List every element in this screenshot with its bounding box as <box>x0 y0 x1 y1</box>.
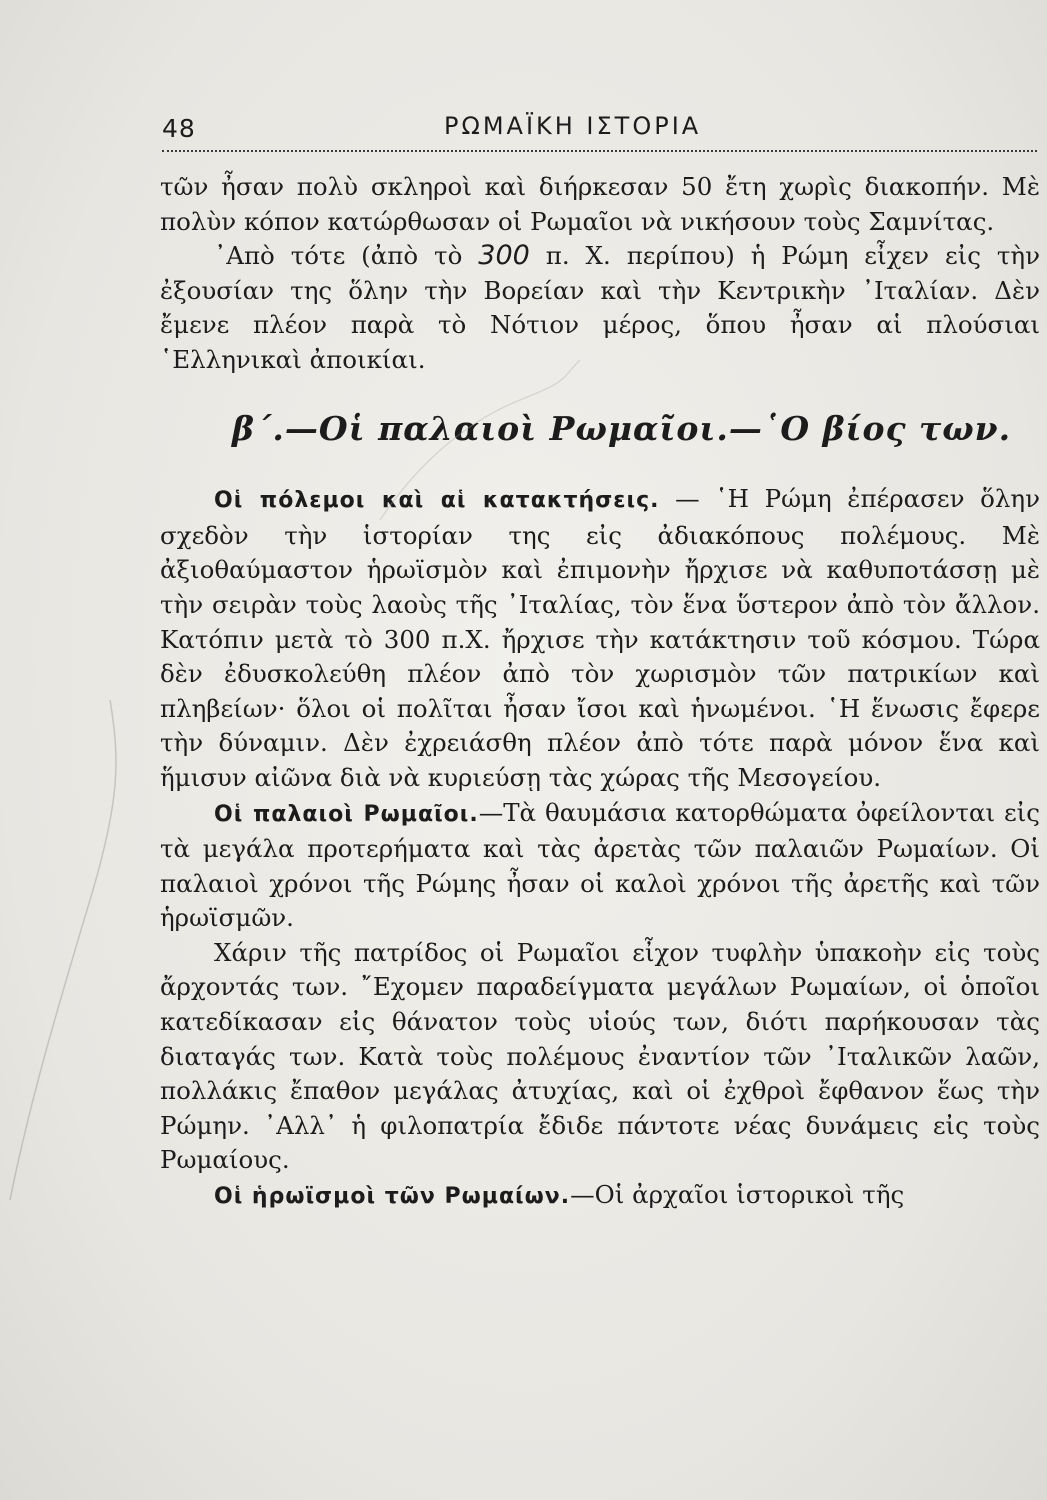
paragraph-wars-text: — ῾Η Ρώμη ἐπέρασεν ὅλην σχεδὸν τὴν ἱστορίαν της εἰς ἀδιακόπους πολέμους. Μὲ ἀξιοθαύμαστον ἡρωϊσμὸν καὶ ἐπιμονὴν ἤρχισε νὰ καθυποτάσσῃ μὲ τὴν σειρὰν τοὺς λαοὺς τῆς ᾿Ιταλίας, τὸν ἕνα ὕστερον ἀπὸ τὸν ἄλλον. Κατόπιν μετὰ τὸ 300 π.Χ. ἤρχισε τὴν κατάκτησιν τοῦ κόσμου. Τώρα δὲν ἐδυσκολεύθη πλέον ἀπὸ τὸν χωρισμὸν τῶν πατρικίων καὶ πληβείων· ὅλοι οἱ πολῖται ἦσαν ἴσοι καὶ ἡνωμένοι. ῾Η ἕνωσις ἔφερε τὴν δύναμιν. Δὲν ἐχρειάσθη πλέον ἀπὸ τότε παρὰ μόνον ἕνα καὶ ἥμισυν αἰῶνα διὰ νὰ κυριεύσῃ τὰς χώρας τῆς Μεσογείου. <box>160 484 1040 792</box>
running-title: ΡΩΜΑΪΚΗ ΙΣΤΟΡΙΑ <box>444 112 702 140</box>
paragraph-old-romans <box>160 796 1040 936</box>
year-number: 300 <box>478 240 530 272</box>
paragraph-1: τῶν ἦσαν πολὺ σκληροὶ καὶ διήρκεσαν 50 ἔτη χωρὶς διακοπήν. Μὲ πολὺν κόπον κατώρθωσαν οἱ Ρωμαῖοι νὰ νικήσουν τοὺς Σαμνίτας. <box>160 172 1040 236</box>
run-in-heading-wars: Οἱ πόλεμοι καὶ αἱ κατακτήσεις. <box>214 488 660 514</box>
paragraph-wars <box>160 482 1040 795</box>
paragraph-heroisms <box>160 1178 1040 1215</box>
run-in-heading-heroisms: Οἱ ἡρωϊσμοὶ τῶν Ρωμαίων. <box>214 1184 571 1210</box>
section-heading: β΄.—Οἱ παλαιοὶ Ρωμαῖοι.—῾Ο βίος των. <box>232 408 1012 448</box>
header-rule <box>162 150 1037 152</box>
body-text <box>160 170 1040 1215</box>
paragraph-fatherland: Χάριν τῆς πατρίδος οἱ Ρωμαῖοι εἶχον τυφλὴν ὑπακοὴν εἰς τοὺς ἄρχοντάς των. ῎Εχομεν παραδείγματα μεγάλων Ρωμαίων, οἱ ὁποῖοι κατεδίκασαν εἰς θάνατον τοὺς υἱούς των, διότι παρήκουσαν τὰς διαταγάς των. Κατὰ τοὺς πολέμους ἐναντίον τῶν ᾿Ιταλικῶν λαῶν, πολλάκις ἔπαθον μεγάλας ἀτυχίας, καὶ οἱ ἐχθροὶ ἔφθανον ἕως τὴν Ρώμην. ᾿Αλλ᾿ ἡ φιλοπατρία ἔδιδε πάντοτε νέας δυνάμεις εἰς τοὺς Ρωμαίους. <box>160 937 1040 1175</box>
paragraph-2-start: ᾿Απὸ τότε (ἀπὸ τὸ <box>214 241 479 271</box>
page-header <box>162 108 1037 148</box>
paragraph-2-rest: π. Χ. περίπου) ἡ Ρώμη εἶχεν εἰς τὴν ἐξουσίαν της ὅλην τὴν Βορείαν καὶ τὴν Κεντρικὴν ᾿Ιταλίαν. Δὲν ἔμενε πλέον παρὰ τὸ Νότιον μέρος, ὅπου ἦσαν αἱ πλούσιαι ῾Ελληνικαὶ ἀποικίαι. <box>160 241 1041 374</box>
paragraph-old-romans-text: —Τὰ θαυμάσια κατορθώματα ὀφείλονται εἰς τὰ μεγάλα προτερήματα καὶ τὰς ἀρετὰς τῶν παλαιῶν Ρωμαίων. Οἱ παλαιοὶ χρόνοι τῆς Ρώμης ἦσαν οἱ καλοὶ χρόνοι τῆς ἀρετῆς καὶ τῶν ἡρωϊσμῶν. <box>160 797 1040 933</box>
page-number: 48 <box>162 114 196 143</box>
run-in-heading-old-romans: Οἱ παλαιοὶ Ρωμαῖοι. <box>214 801 479 827</box>
paragraph-heroisms-text: —Οἱ ἀρχαῖοι ἱστορικοὶ τῆς <box>570 1180 905 1210</box>
paragraph-2 <box>160 239 1040 377</box>
